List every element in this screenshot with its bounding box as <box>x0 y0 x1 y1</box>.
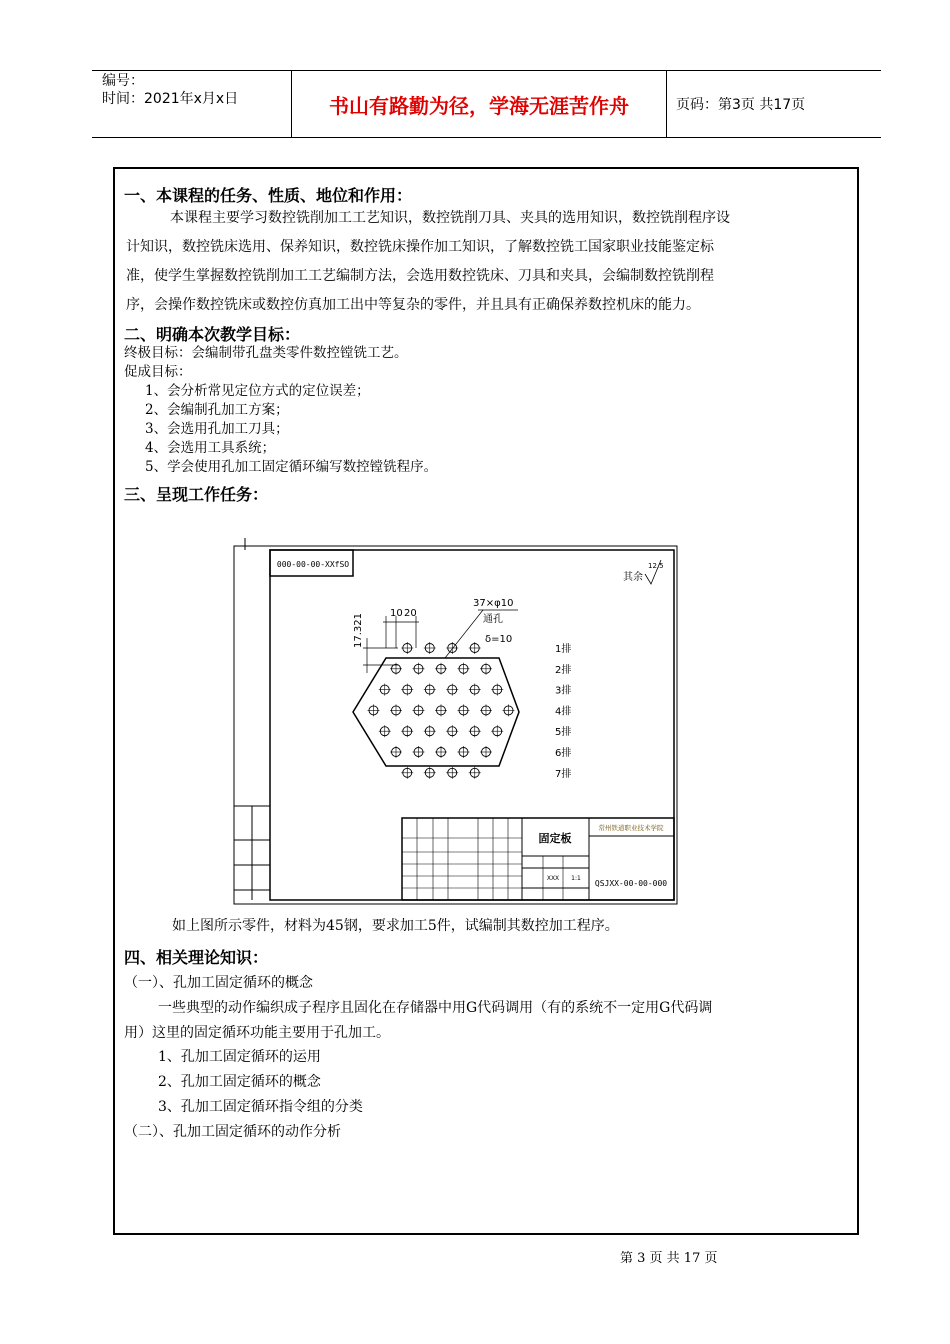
sub-goal-5: 5、学会使用孔加工固定循环编写数控镗铣程序。 <box>145 459 438 475</box>
dim-10: 10 <box>390 608 403 619</box>
part-drawing <box>233 538 679 906</box>
section4-item-2: 2、孔加工固定循环的概念 <box>158 1074 321 1090</box>
roughness-value: 12.5 <box>648 562 664 570</box>
sub-goal-2: 2、会编制孔加工方案； <box>145 402 289 418</box>
page-header <box>92 70 881 138</box>
time-label: 时间：2021年x月x日 <box>102 91 239 107</box>
thickness-label: δ=10 <box>485 634 513 645</box>
sub-goal-4: 4、会选用工具系统； <box>145 440 276 456</box>
section4-sub2: （二）、孔加工固定循环的动作分析 <box>124 1124 341 1140</box>
row-label: 6排 <box>555 748 572 759</box>
task-caption: 如上图所示零件，材料为45钢，要求加工5件，试编制其数控加工程序。 <box>172 918 619 934</box>
row-label: 4排 <box>555 706 572 718</box>
final-goal: 终极目标：会编制带孔盘类零件数控镗铣工艺。 <box>124 345 408 361</box>
hole-pattern <box>368 642 515 779</box>
section1-line-1: 本课程主要学习数控铣削加工工艺知识，数控铣削刀具、夹具的选用知识，数控铣削程序设 <box>170 210 730 226</box>
row-label: 5排 <box>555 727 572 739</box>
section4-item-3: 3、孔加工固定循环指令组的分类 <box>158 1099 363 1115</box>
section4-para-line2: 用）这里的固定循环功能主要用于孔加工。 <box>124 1025 390 1041</box>
sub-goal-label: 促成目标： <box>124 364 192 380</box>
section1-line-4: 序，会操作数控铣床或数控仿真加工出中等复杂的零件，并且具有正确保养数控机床的能力。 <box>126 297 700 313</box>
section4-sub1: （一）、孔加工固定循环的概念 <box>124 975 313 991</box>
xxx-label: XXX <box>546 875 560 882</box>
dim-20: 20 <box>404 608 417 619</box>
row-label: 1排 <box>555 644 572 655</box>
drawing-code: QSJXX-00-00-000 <box>594 879 668 888</box>
section3-title: 三、呈现工作任务： <box>124 485 269 504</box>
header-left-cell <box>92 71 292 137</box>
through-label: 通孔 <box>483 614 503 625</box>
section4-para-line1: 一些典型的动作编织成子程序且固化在存储器中用G代码调用（有的系统不一定用G代码调 <box>158 1000 713 1016</box>
page-footer: 第 3 页 共 17 页 <box>620 1251 718 1266</box>
dim-17: 17.321 <box>353 613 364 648</box>
school-name: 常州铁道职业技术学院 <box>598 824 664 832</box>
sub-goal-1: 1、会分析常见定位方式的定位误差； <box>145 383 370 399</box>
row-label: 2排 <box>555 664 572 676</box>
part-name: 固定板 <box>538 832 572 845</box>
hole-spec: 37×φ10 <box>473 598 514 609</box>
mirror-code: 000-00-00-XXfSO <box>276 560 350 569</box>
scale-label: 1:1 <box>571 875 581 882</box>
page-label: 页码：第3页 共17页 <box>676 97 806 113</box>
row-label: 7排 <box>555 768 572 780</box>
section1-line-3: 准，使学生掌握数控铣削加工工艺编制方法，会选用数控铣床、刀具和夹具，会编制数控铣削程 <box>126 268 714 284</box>
section4-item-1: 1、孔加工固定循环的运用 <box>158 1049 321 1065</box>
section1-title: 一、本课程的任务、性质、地位和作用： <box>124 186 413 205</box>
section1-line-2: 计知识，数控铣床选用、保养知识，数控铣床操作加工知识，了解数控铣工国家职业技能鉴定标 <box>126 239 714 255</box>
section4-title: 四、相关理论知识： <box>124 948 269 967</box>
number-label: 编号： <box>102 73 144 89</box>
row-label: 3排 <box>555 685 572 697</box>
rest-label: 其余 <box>623 572 643 583</box>
motto: 书山有路勤为径，学海无涯苦作舟 <box>292 71 667 137</box>
section2-title: 二、明确本次教学目标： <box>124 325 301 344</box>
sub-goal-3: 3、会选用孔加工刀具； <box>145 421 289 437</box>
row-labels <box>555 642 571 780</box>
